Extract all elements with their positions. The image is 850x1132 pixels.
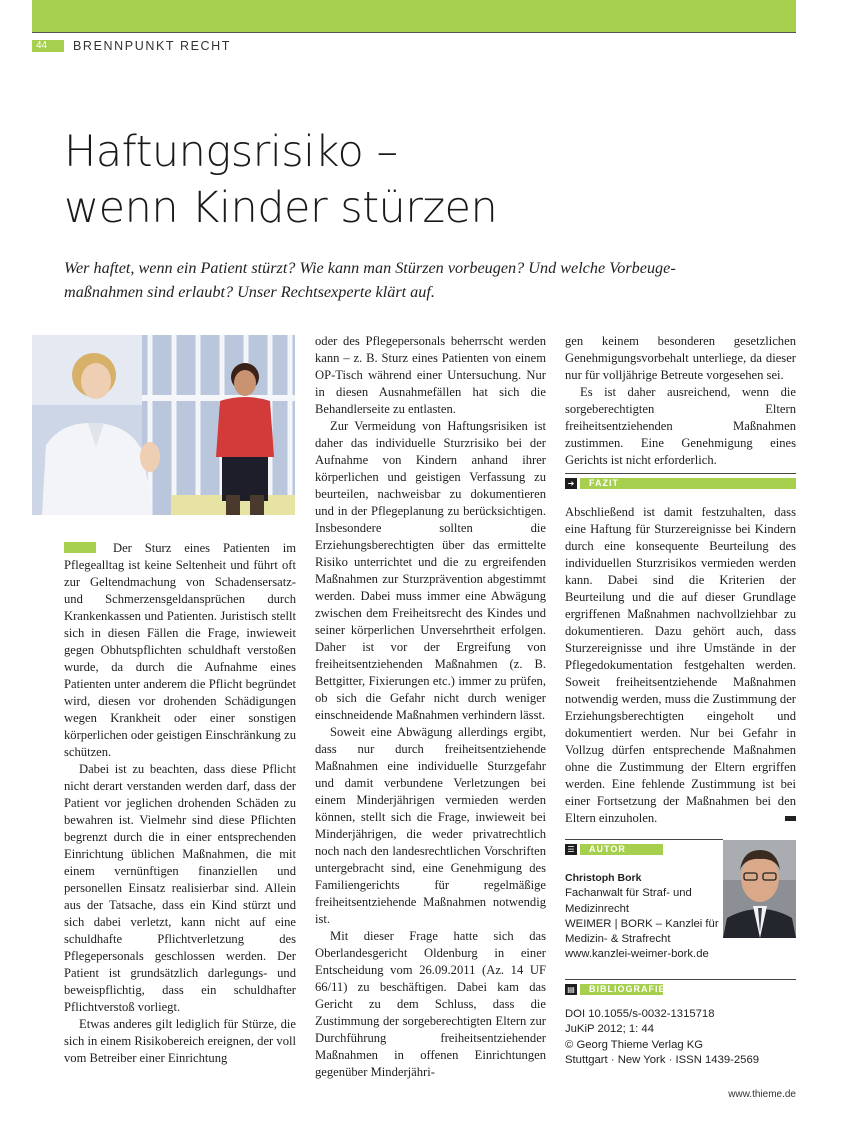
- column-3: [565, 333, 796, 469]
- bibliografie-label: BIBLIOGRAFIE: [580, 984, 663, 995]
- bibliografie-info: [565, 1007, 796, 1068]
- lead-line: maßnahmen sind erlaubt? Unser Rechtsexperte klärt auf.: [64, 283, 435, 301]
- arrow-right-icon: ➜: [565, 478, 577, 489]
- box-rule: [565, 979, 796, 980]
- title-line: wenn Kinder stürzen: [64, 183, 498, 233]
- end-of-article-marker: [785, 816, 796, 821]
- fazit-box: [565, 504, 796, 827]
- page-number: 44: [32, 40, 64, 52]
- lead-line: Wer haftet, wenn ein Patient stürzt? Wie kann man Stürzen vorbeugen? Und welche Vorbeuge-: [64, 259, 676, 277]
- paragraph: Dabei ist zu beachten, dass diese Pflicht nicht derart verstanden werden darf, dass der Patient vor jeglichen drohenden Schäden zu bewahren ist. Vielmehr sind diese Pflichten begrenzt durch die in einer entsprechenden Einrichtung üblichen Maßnahmen, die mit einem vernünftigen finanziellen und personellen Einsatz realisierbar sind. Allein aus der Tatsache, dass ein Kind stürzt und sich dabei verletzt, kann nicht auf eine schuldhafte Pflichtverletzung des Pflegepersonals geschlossen werden. Der Patient ist grundsätzlich darlegungs- und beweispflichtig, dass ein schuldhafter Pflichtverstoß vorliegt.: [64, 762, 296, 1014]
- fazit-box-header: [565, 473, 796, 489]
- paragraph: Zur Vermeidung von Haftungsrisiken ist daher das individuelle Sturzrisiko bei der Aufnahme von Kindern anhand ihrer körperlichen und geistigen Verfassung zu beurteilen, nachweisbar zu dokumentieren und in der Pflegeplanung zu berücksichtigen. Insbesondere sollten die Erziehungsberechtigten über das ermittelte Risiko unterrichtet und die zu ergreifenden Maßnahmen zur Sturzprävention abgestimmt werden. Dabei muss immer eine Abwägung zwischen dem Freiheitsrecht des Kindes und seiner körperlichen Unversehrtheit erfolgen. Daher ist vor der Ergreifung von freiheitsentziehenden Maßnahmen (z. B. Bettgitter, Fixierungen etc.) immer zu prüfen, ob sich die Gefahr nicht durch weniger einschneidende Maßnahmen verhindern lässt.: [315, 419, 546, 722]
- box-rule: [565, 473, 796, 474]
- paragraph: Es ist daher ausreichend, wenn die sorgeberechtigten Eltern freiheitsentziehenden Maßnahmen zustimmen. Eine Genehmigung eines Gerichts ist nicht erforderlich.: [565, 385, 796, 467]
- author-info: [565, 871, 725, 963]
- bibliografie-line: JuKiP 2012; 1: 44: [565, 1023, 654, 1036]
- bibliografie-line: Stuttgart · New York · ISSN 1439-2569: [565, 1053, 760, 1066]
- fazit-label: FAZIT: [580, 478, 796, 489]
- bibliografie-line: © Georg Thieme Verlag KG: [565, 1038, 704, 1051]
- author-line: Medizinrecht: [565, 902, 630, 915]
- author-label: AUTOR: [580, 844, 663, 855]
- box-rule: [565, 839, 723, 840]
- author-line: WEIMER | BORK – Kanzlei für: [565, 917, 719, 930]
- author-name: Christoph Bork: [565, 872, 642, 884]
- article-title: [64, 124, 804, 236]
- paragraph: gen keinem besonderen gesetzlichen Genehmigungsvorbehalt unterliege, da dieser nur für volljährige Betreute vorgesehen sei.: [565, 334, 796, 382]
- paragraph: Soweit eine Abwägung allerdings ergibt, dass nur durch freiheitsentziehende Maßnahmen eine individuelle Sturzgefahr und damit verbundene Verletzungen bei einem Minderjährigen vermieden werden können, stellt sich die Frage, inwieweit bei Minderjährigen, die weder privatrechtlich noch nach den landesrechtlichen Vorschriften untergebracht sind, eine Genehmigung des Familiengerichts für regelmäßige freiheitsentziehende Maßnahmen notwendig ist.: [315, 725, 546, 926]
- author-line: Medizin- & Strafrecht: [565, 933, 671, 946]
- author-portrait: [723, 840, 796, 938]
- title-line: Haftungsrisiko –: [64, 127, 398, 177]
- header-rule: [32, 32, 796, 33]
- bibliografie-line: DOI 10.1055/s-0032-1315718: [565, 1008, 715, 1020]
- top-color-band: [32, 0, 796, 32]
- paragraph: Mit dieser Frage hatte sich das Oberlandesgericht Oldenburg in einer Entscheidung vom 26.09.2011 (Az. 14 UF 66/11) zu beschäftigen. Dabei kam das Gericht zu dem Schluss, dass die Zustimmung der sorgeberechtigten Eltern zur Durchführung freiheitsentziehender Maßnahmen in offenen Einrichtungen gegenüber Minderjähri-: [315, 929, 546, 1079]
- paragraph: Etwas anderes gilt lediglich für Stürze, die sich in einem Risikobereich ereignen, der voll vom Betreiber einer Einrichtung: [64, 1017, 296, 1065]
- column-1: [64, 540, 296, 1067]
- author-line: www.kanzlei-weimer-bork.de: [565, 948, 709, 961]
- paragraph-start-marker: [64, 542, 96, 553]
- article-lead: [64, 256, 764, 304]
- article-photo: [32, 335, 295, 515]
- section-label: BRENNPUNKT RECHT: [73, 39, 232, 53]
- paragraph-text: Der Sturz eines Patienten im Pflegealltag ist keine Seltenheit und führt oft zur Geltendmachung von Schadensersatz- und Schmerzensgeldansprüchen durch Krankenkassen und Patienten. Juristisch stellt sich in diesen Fällen die Frage, inwieweit gegen Obhutspflichten schuldhaft verstoßen wurde, da durch die Aufnahme eines Patienten unter anderem die Pflicht begründet wird, diesen vor drohenden Schädigungen wegen Krankheit oder einer sonstigen körperlichen oder geistigen Einschränkung zu schützen.: [64, 541, 296, 759]
- author-box-header: [565, 839, 723, 855]
- column-2: [315, 333, 546, 1081]
- bibliografie-box-header: [565, 979, 796, 995]
- fazit-text-body: Abschließend ist damit festzuhalten, dass eine Haftung für Sturzereignisse bei Kindern durch eine konsequente Beurteilung des individuellen Sturzrisikos vermieden werden kann. Dabei sind die Kriterien der Beurteilung und die auf dieser Grundlage ergriffenen Maßnahmen nachvollziehbar zu dokumentieren. Dazu gehört auch, dass Sturzereignisse und ihre Umstände in der Pflegedokumentation festgehalten werden. Soweit freiheitsentziehende Maßnahmen notwendig werden, muss die Zustimmung der Erziehungsberechtigten eingeholt und dokumentiert werden. Nur bei Gefahr in Vollzug dürfen entsprechende Maßnahmen ohne die Zustimmung der Eltern ergriffen werden. Eine fehlende Zustimmung ist bei einer Fortsetzung der Maßnahmen bei den Eltern einzuholen.: [565, 505, 796, 825]
- paragraph: oder des Pflegepersonals beherrscht werden kann – z. B. Sturz eines Patienten von einem OP-Tisch während einer Untersuchung. Nur in diesen Ausnahmefällen hat sich die Behandlerseite zu entlasten.: [315, 334, 546, 416]
- author-line: Fachanwalt für Straf- und: [565, 887, 692, 900]
- list-icon: ☰: [565, 844, 577, 855]
- footer-url[interactable]: www.thieme.de: [728, 1089, 796, 1100]
- paragraph: [64, 540, 296, 761]
- book-icon: ▤: [565, 984, 577, 995]
- fazit-text: [565, 504, 796, 827]
